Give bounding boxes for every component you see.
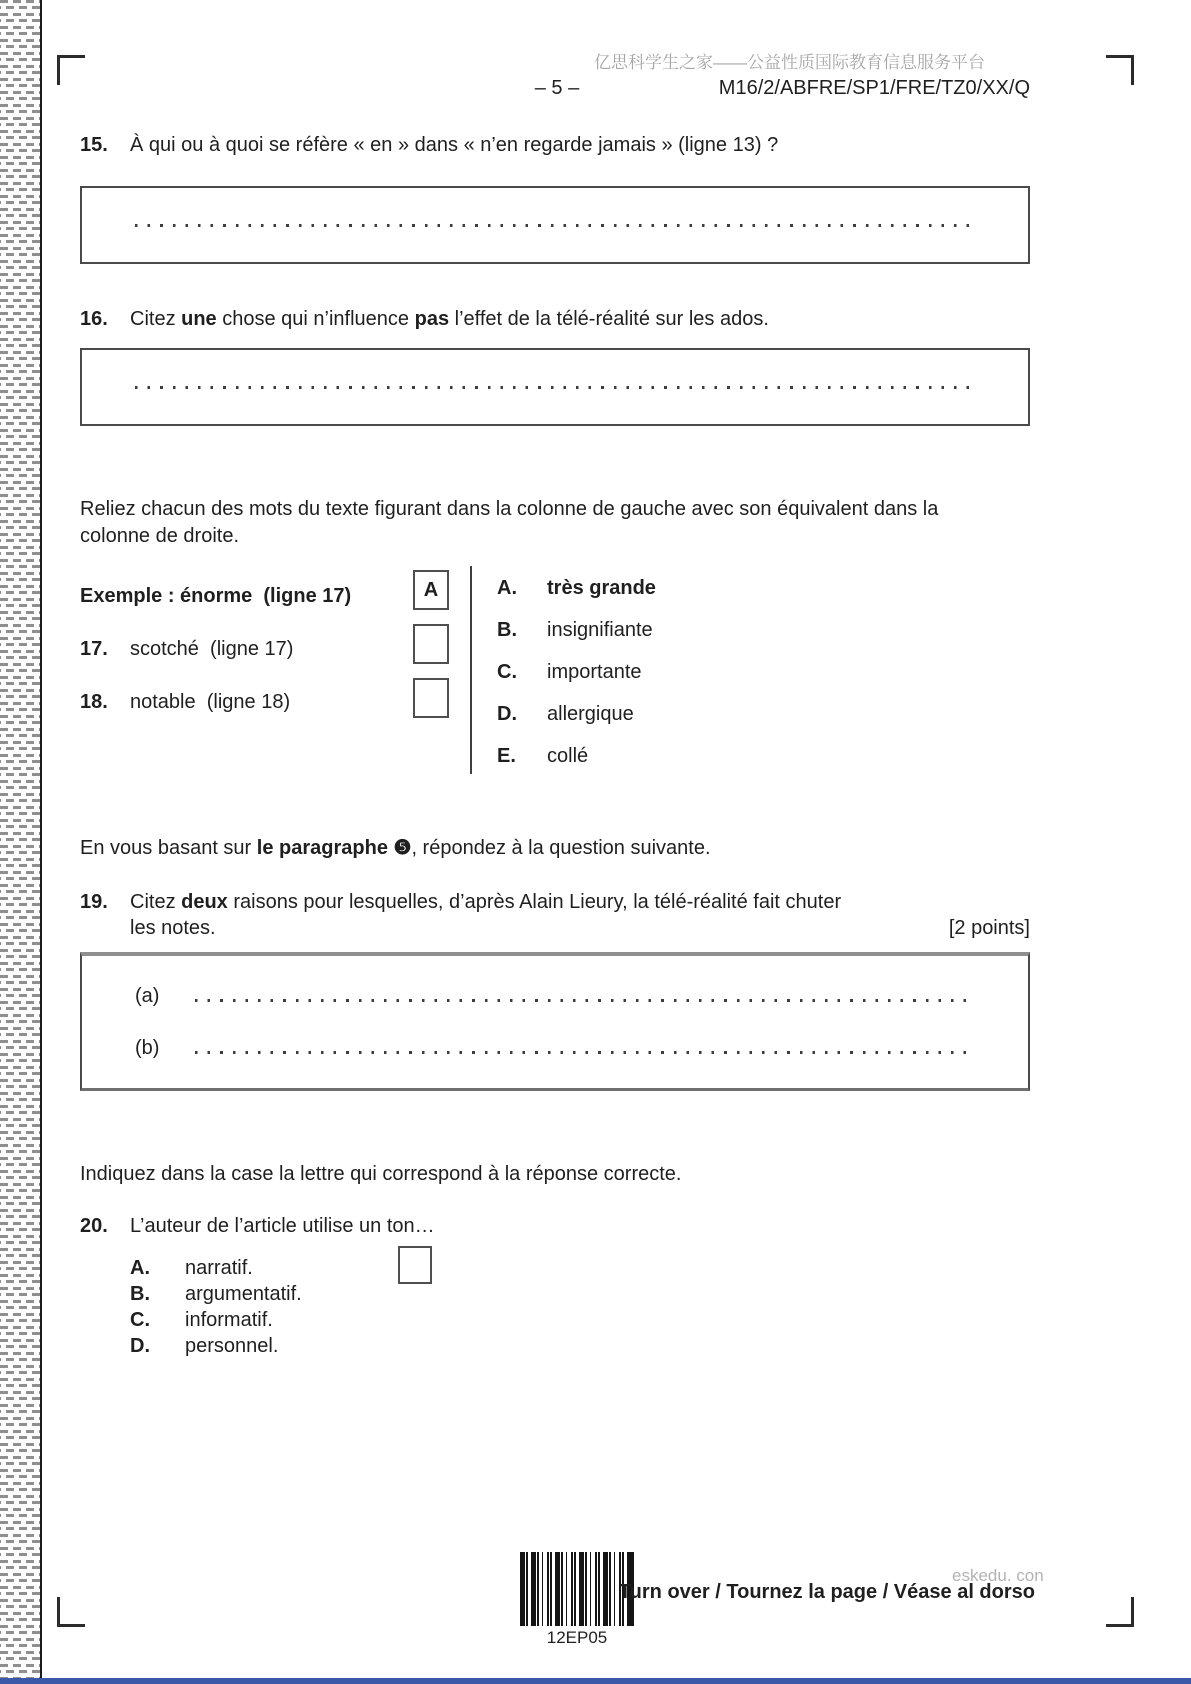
- left-binding-texture: [0, 0, 42, 1684]
- crop-mark-bottom-right: [1131, 1597, 1134, 1627]
- crop-mark-top-left: [57, 55, 85, 58]
- crop-mark-bottom-right: [1106, 1624, 1134, 1627]
- matching-example-answer-box: A: [413, 570, 449, 610]
- crop-mark-bottom-left: [57, 1597, 60, 1627]
- q20-instruction: Indiquez dans la case la lettre qui correspond à la réponse correcte.: [80, 1163, 682, 1185]
- matching-option-b-letter: B.: [497, 619, 517, 641]
- q20-option-c-letter: C.: [130, 1309, 150, 1331]
- matching-option-c-text: importante: [547, 661, 642, 683]
- q20-option-a-text: narratif.: [185, 1257, 253, 1279]
- crop-mark-bottom-left: [57, 1624, 85, 1627]
- q19-label-b: (b): [135, 1037, 160, 1059]
- crop-mark-top-left: [57, 55, 60, 85]
- q20-answer-box[interactable]: [398, 1246, 432, 1284]
- answer-line-q16[interactable]: [135, 386, 975, 389]
- q20-option-b-letter: B.: [130, 1283, 150, 1305]
- matching-option-c-letter: C.: [497, 661, 517, 683]
- question-19-points: [2 points]: [948, 917, 1030, 939]
- matching-instruction: Reliez chacun des mots du texte figurant dans la colonne de gauche avec son équivalent dans la colonne de droite.: [80, 498, 939, 547]
- question-15-number: 15.: [80, 134, 108, 156]
- question-16-text: Citez une chose qui n’influence pas l’effet de la télé-réalité sur les ados.: [130, 308, 769, 330]
- matching-column-divider: [470, 566, 472, 774]
- question-20-number: 20.: [80, 1215, 108, 1237]
- matching-example-label: Exemple : énorme (ligne 17): [80, 585, 352, 607]
- q20-option-d-letter: D.: [130, 1335, 150, 1357]
- crop-mark-top-right: [1131, 55, 1134, 85]
- question-16-number: 16.: [80, 308, 108, 330]
- site-watermark-header: 亿思科学生之家——公益性质国际教育信息服务平台: [594, 53, 985, 72]
- answer-line-q15[interactable]: [135, 224, 975, 227]
- barcode-label: 12EP05: [546, 1628, 608, 1647]
- matching-option-b-text: insignifiante: [547, 619, 653, 641]
- matching-option-a-text: très grande: [547, 577, 656, 599]
- turn-over-text: Turn over / Tournez la page / Véase al dorso: [618, 1581, 1035, 1603]
- exam-code: M16/2/ABFRE/SP1/FRE/TZ0/XX/Q: [718, 77, 1030, 99]
- matching-answer-box-17[interactable]: [413, 624, 449, 664]
- q20-option-a-letter: A.: [130, 1257, 150, 1279]
- matching-item-18-number: 18.: [80, 691, 108, 713]
- page-number: – 5 –: [534, 77, 580, 99]
- matching-option-e-letter: E.: [497, 745, 516, 767]
- question-19-line2: les notes.: [130, 917, 216, 939]
- answer-line-q19b[interactable]: [195, 1051, 975, 1054]
- matching-option-d-text: allergique: [547, 703, 634, 725]
- answer-line-q19a[interactable]: [195, 999, 975, 1002]
- site-watermark-footer: eskedu. con: [952, 1566, 1044, 1585]
- question-19-line1: Citez deux raisons pour lesquelles, d’après Alain Lieury, la télé-réalité fait chuter: [130, 891, 842, 913]
- question-15-text: À qui ou à quoi se réfère « en » dans « n’en regarde jamais » (ligne 13) ?: [130, 134, 779, 156]
- q19-label-a: (a): [135, 985, 160, 1007]
- answer-box-q19: [80, 952, 1030, 1091]
- matching-answer-box-18[interactable]: [413, 678, 449, 718]
- matching-option-d-letter: D.: [497, 703, 517, 725]
- q20-option-d-text: personnel.: [185, 1335, 279, 1357]
- question-20-text: L’auteur de l’article utilise un ton…: [130, 1215, 435, 1237]
- q20-option-b-text: argumentatif.: [185, 1283, 302, 1305]
- q19-intro: En vous basant sur le paragraphe ❺, répondez à la question suivante.: [80, 837, 711, 859]
- matching-item-17-word: scotché (ligne 17): [130, 638, 294, 660]
- bottom-blue-bar: [0, 1678, 1191, 1684]
- matching-option-a-letter: A.: [497, 577, 517, 599]
- matching-option-e-text: collé: [547, 745, 589, 767]
- matching-item-18-word: notable (ligne 18): [130, 691, 291, 713]
- matching-item-17-number: 17.: [80, 638, 108, 660]
- question-19-number: 19.: [80, 891, 108, 913]
- crop-mark-top-right: [1106, 55, 1134, 58]
- q20-option-c-text: informatif.: [185, 1309, 273, 1331]
